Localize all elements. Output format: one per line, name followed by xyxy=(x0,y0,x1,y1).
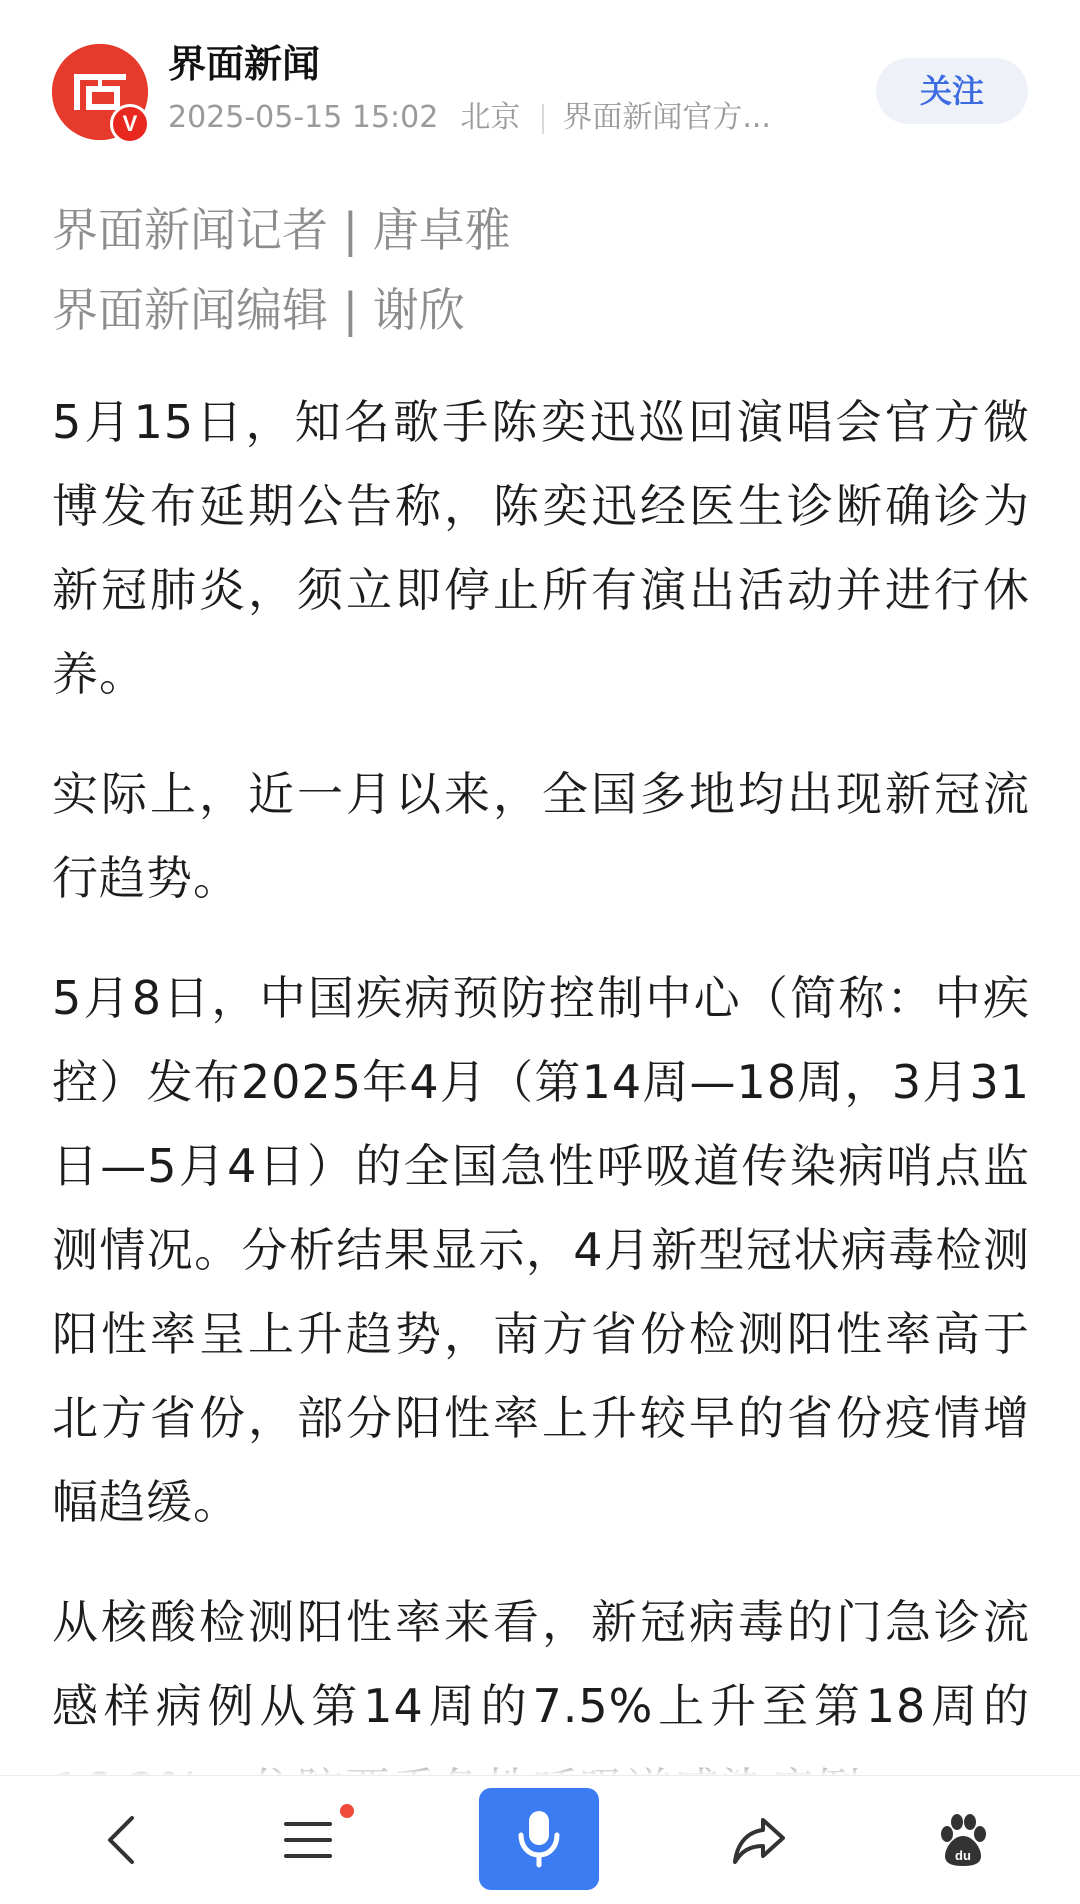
byline xyxy=(52,190,511,350)
article-paragraph: 实际上，近一月以来，全国多地均出现新冠流行趋势。 xyxy=(52,767,1030,905)
article-meta xyxy=(168,98,771,138)
svg-text:du: du xyxy=(955,1848,971,1863)
article-paragraph: 从核酸检测阳性率来看，新冠病毒的门急诊流感样病例从第14周的7.5%上升至第18周的 xyxy=(52,1595,1030,1733)
menu-button[interactable] xyxy=(248,1776,368,1904)
notification-dot xyxy=(340,1804,354,1818)
back-button[interactable] xyxy=(62,1776,182,1904)
voice-button[interactable] xyxy=(479,1788,599,1890)
share-icon xyxy=(729,1814,789,1866)
source-name[interactable]: 界面新闻 xyxy=(168,42,321,86)
bottom-toolbar xyxy=(0,1775,1080,1904)
verified-badge-icon: V xyxy=(110,104,150,144)
scroll-fade xyxy=(0,1748,1080,1776)
reporter-line: 界面新闻记者 | 唐卓雅 xyxy=(52,203,511,257)
article-body xyxy=(52,380,1030,1868)
baidu-button[interactable] xyxy=(903,1776,1023,1904)
publish-time: 2025-05-15 15:02 xyxy=(168,100,439,135)
meta-divider xyxy=(542,104,544,134)
menu-icon xyxy=(282,1818,334,1862)
account-label: 界面新闻官方... xyxy=(562,100,771,135)
share-button[interactable] xyxy=(699,1776,819,1904)
editor-line: 界面新闻编辑 | 谢欣 xyxy=(52,283,465,337)
microphone-icon xyxy=(515,1807,563,1871)
article-paragraph: 5月8日，中国疾病预防控制中心（简称：中疾控）发布2025年4月（第14周—18周，3月31日—5月4日）的全国急性呼吸道传染病哨点监测情况。分析结果显示，4月新型冠状病毒检测阳性率呈上升趋势，南方省份检测阳性率高于北方省份，部分阳性率上升较早的省份疫情增幅趋缓。 xyxy=(52,971,1030,1529)
follow-button[interactable]: 关注 xyxy=(876,58,1028,124)
publish-location: 北京 xyxy=(460,100,521,135)
article-paragraph: 5月15日，知名歌手陈奕迅巡回演唱会官方微博发布延期公告称，陈奕迅经医生诊断确诊为新冠肺炎，须立即停止所有演出活动并进行休养。 xyxy=(52,395,1030,701)
baidu-paw-icon xyxy=(933,1810,993,1870)
article-header xyxy=(0,0,1080,150)
back-icon xyxy=(100,1812,144,1868)
